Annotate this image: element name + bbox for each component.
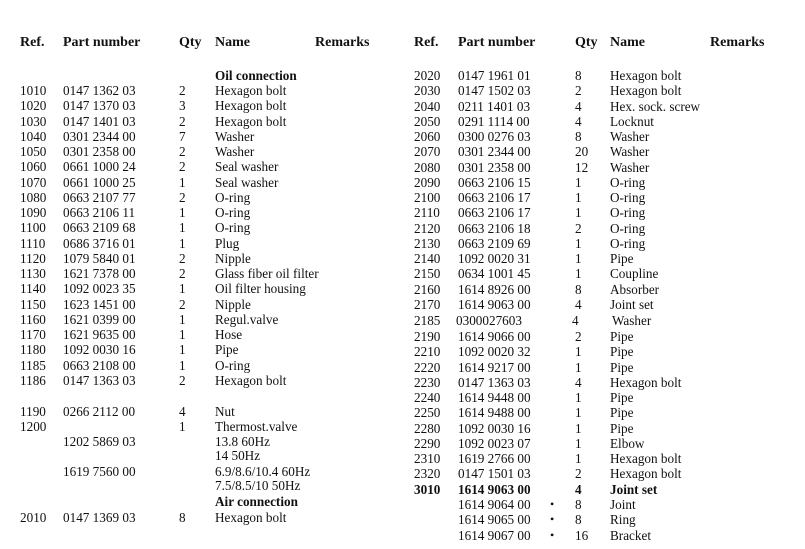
partnumber-cell: 0663 2106 15 — [458, 174, 531, 190]
partnumber-cell: 1079 5840 01 — [63, 250, 136, 266]
name-cell: Plug — [215, 235, 240, 251]
qty-cell: 4 — [575, 296, 582, 312]
name-cell: Pipe — [610, 405, 634, 421]
ref-cell: 2170 — [414, 296, 441, 312]
qty-cell: 1 — [575, 359, 582, 375]
name-cell: Pipe — [610, 251, 634, 266]
partnumber-cell: 1619 7560 00 — [63, 464, 136, 479]
partnumber-cell: 0686 3716 01 — [63, 235, 136, 251]
bullet-marker: • — [550, 497, 555, 511]
name-cell: Hexagon bolt — [610, 83, 682, 99]
name-cell: Joint set — [610, 482, 658, 497]
qty-cell: 3 — [179, 98, 186, 114]
partnumber-cell: 1621 0399 00 — [63, 311, 136, 327]
name-cell: Pipe — [610, 390, 634, 405]
ref-cell: 1020 — [20, 98, 47, 114]
header-name-left: Name — [215, 35, 250, 50]
bullet-marker: • — [550, 527, 555, 542]
partnumber-cell: 1621 9635 00 — [63, 327, 136, 342]
ref-cell: 2310 — [414, 451, 441, 466]
partnumber-cell: 0147 1369 03 — [63, 510, 136, 525]
partnumber-cell: 0147 1362 03 — [63, 83, 136, 98]
name-cell: Absorber — [610, 281, 660, 297]
qty-cell: 2 — [179, 372, 186, 388]
name-cell: Glass fiber oil filter — [215, 266, 319, 281]
ref-cell: 1050 — [20, 144, 47, 159]
qty-cell: 1 — [575, 251, 582, 266]
ref-cell: 1070 — [20, 174, 47, 190]
partnumber-cell: 1614 9065 00 — [458, 512, 531, 528]
name-cell: Pipe — [215, 342, 239, 358]
qty-cell: 2 — [575, 466, 582, 482]
name-cell: Thermost.valve — [215, 419, 298, 434]
partnumber-cell: 0661 1000 24 — [63, 159, 136, 175]
ref-cell: 1180 — [20, 342, 46, 358]
ref-cell: 1090 — [20, 205, 47, 220]
partnumber-cell: 1619 2766 00 — [458, 451, 531, 466]
partnumber-cell: 1614 9217 00 — [458, 359, 531, 375]
partnumber-cell: 0147 1502 03 — [458, 83, 531, 99]
name-cell: Pipe — [610, 359, 634, 375]
ref-cell: 1160 — [20, 311, 46, 327]
partnumber-cell: 0663 2108 00 — [63, 357, 136, 373]
name-cell: Hexagon bolt — [215, 113, 287, 129]
qty-cell: 1 — [575, 190, 582, 205]
section-title-oil-connection: Oil connection — [215, 68, 297, 83]
qty-cell: 2 — [575, 220, 582, 236]
qty-cell: 4 — [572, 313, 579, 328]
name-cell: O-ring — [215, 205, 251, 220]
qty-cell: 1 — [179, 281, 186, 297]
ref-cell: 2060 — [414, 129, 441, 144]
qty-cell: 1 — [179, 327, 186, 342]
ref-cell: 1010 — [20, 83, 47, 98]
qty-cell: 1 — [179, 311, 186, 327]
name-cell: Locknut — [610, 113, 654, 129]
qty-cell: 1 — [575, 420, 582, 436]
name-cell: Joint — [610, 497, 636, 512]
partnumber-cell: 0147 1961 01 — [458, 68, 531, 83]
name-cell: O-ring — [610, 190, 646, 205]
partnumber-cell: 1092 0030 16 — [458, 420, 531, 436]
qty-cell: 2 — [179, 250, 186, 266]
name-cell: Hexagon bolt — [610, 374, 682, 390]
partnumber-cell: 0301 2344 00 — [63, 128, 136, 144]
qty-cell: 1 — [575, 174, 582, 190]
qty-cell: 1 — [575, 451, 582, 466]
ref-cell: 1186 — [20, 372, 46, 388]
qty-cell: 1 — [575, 435, 582, 451]
ref-cell: 2030 — [414, 83, 441, 99]
qty-cell: 1 — [575, 405, 582, 421]
ref-cell: 2250 — [414, 405, 441, 421]
partnumber-cell: 1092 0023 07 — [458, 435, 531, 451]
name-cell: Washer — [612, 313, 652, 328]
qty-cell: 2 — [179, 296, 186, 312]
name-cell: Pipe — [610, 344, 634, 360]
ref-cell: 2150 — [414, 266, 441, 282]
partnumber-cell: 1614 9448 00 — [458, 390, 531, 405]
partnumber-cell: 1092 0023 35 — [63, 281, 136, 297]
qty-cell: 20 — [575, 144, 589, 160]
name-cell: Hexagon bolt — [215, 510, 287, 525]
name-cell: Hexagon bolt — [610, 466, 682, 482]
ref-cell: 1190 — [20, 404, 46, 419]
qty-cell: 4 — [575, 482, 582, 497]
partnumber-cell: 0301 2344 00 — [458, 144, 531, 160]
name-cell: Seal washer — [215, 174, 279, 190]
qty-cell: 1 — [179, 220, 186, 236]
name-cell: Nipple — [215, 296, 251, 312]
partnumber-cell: 1614 9064 00 — [458, 497, 531, 512]
qty-cell: 1 — [179, 419, 186, 434]
ref-cell: 1185 — [20, 357, 46, 373]
name-cell: O-ring — [215, 189, 251, 205]
qty-cell: 2 — [179, 144, 186, 159]
remark-line: 13.8 60Hz — [215, 434, 270, 449]
partnumber-cell: 0301 2358 00 — [458, 159, 531, 175]
name-cell: Pipe — [610, 329, 634, 344]
partnumber-cell: 1092 0020 31 — [458, 251, 531, 266]
partnumber-cell: 0663 2106 17 — [458, 190, 531, 205]
qty-cell: 2 — [179, 113, 186, 129]
qty-cell: 2 — [575, 83, 582, 99]
qty-cell: 2 — [179, 189, 186, 205]
ref-cell: 2190 — [414, 329, 441, 344]
ref-cell: 1100 — [20, 220, 46, 236]
qty-cell: 1 — [179, 235, 186, 251]
qty-cell: 8 — [179, 510, 186, 525]
ref-cell: 2220 — [414, 359, 441, 375]
qty-cell: 4 — [179, 404, 186, 419]
partnumber-cell: 0301 2358 00 — [63, 144, 136, 159]
header-name-right: Name — [610, 35, 645, 50]
name-cell: Ring — [610, 512, 636, 528]
ref-cell: 1140 — [20, 281, 46, 297]
name-cell: Nipple — [215, 250, 251, 266]
remark-line: 7.5/8.5/10 50Hz — [215, 478, 301, 493]
partnumber-cell: 1614 8926 00 — [458, 281, 531, 297]
ref-cell: 1200 — [20, 419, 47, 434]
qty-cell: 2 — [179, 83, 186, 98]
header-ref-left: Ref. — [20, 35, 45, 50]
partnumber-cell: 1614 9066 00 — [458, 329, 531, 344]
ref-cell: 2040 — [414, 98, 441, 114]
qty-cell: 8 — [575, 497, 582, 512]
partnumber-cell: 1614 9067 00 — [458, 527, 531, 543]
name-cell: Hexagon bolt — [215, 372, 287, 388]
partnumber-cell: 0663 2106 17 — [458, 205, 531, 221]
partnumber-cell: 0147 1501 03 — [458, 466, 531, 482]
partnumber-cell: 0147 1401 03 — [63, 113, 136, 129]
ref-cell: 1080 — [20, 189, 47, 205]
partnumber-cell: 1092 0030 16 — [63, 342, 136, 358]
ref-cell: 2160 — [414, 281, 441, 297]
ref-cell: 2050 — [414, 113, 441, 129]
remark-line: 6.9/8.6/10.4 60Hz — [215, 464, 311, 479]
header-remarks-left: Remarks — [315, 35, 370, 50]
partnumber-cell: 0663 2109 68 — [63, 220, 136, 236]
name-cell: Washer — [610, 144, 650, 160]
qty-cell: 1 — [575, 390, 582, 405]
name-cell: O-ring — [610, 220, 646, 236]
ref-cell: 2130 — [414, 235, 441, 251]
name-cell: Hexagon bolt — [215, 83, 287, 98]
ref-cell: 2100 — [414, 190, 441, 205]
ref-cell: 2120 — [414, 220, 441, 236]
ref-cell: 3010 — [414, 482, 441, 497]
partnumber-cell: 0300027603 — [456, 313, 522, 328]
ref-cell: 2320 — [414, 466, 441, 482]
bullet-marker: • — [550, 512, 555, 527]
ref-cell: 2140 — [414, 251, 441, 266]
name-cell: Coupline — [610, 266, 659, 282]
ref-cell: 2240 — [414, 390, 441, 405]
partnumber-cell: 0147 1363 03 — [458, 374, 531, 390]
ref-cell: 1120 — [20, 250, 46, 266]
name-cell: Washer — [610, 159, 650, 175]
partnumber-cell: 0663 2106 18 — [458, 220, 531, 236]
name-cell: Hose — [215, 327, 243, 342]
header-qty-right: Qty — [575, 35, 598, 50]
ref-cell: 1150 — [20, 296, 46, 312]
header-partnumber-right: Part number — [458, 35, 536, 50]
qty-cell: 1 — [575, 235, 582, 251]
ref-cell: 2070 — [414, 144, 441, 160]
qty-cell: 8 — [575, 68, 582, 83]
qty-cell: 1 — [179, 357, 186, 373]
ref-cell: 2010 — [20, 510, 47, 525]
partnumber-cell: 0634 1001 45 — [458, 266, 531, 282]
ref-cell: 2090 — [414, 174, 441, 190]
qty-cell: 2 — [179, 266, 186, 281]
qty-cell: 4 — [575, 374, 582, 390]
partnumber-cell: 1202 5869 03 — [63, 434, 136, 449]
ref-cell: 2020 — [414, 68, 441, 83]
section-title-air-connection: Air connection — [215, 494, 298, 509]
partnumber-cell: 0211 1401 03 — [458, 98, 531, 114]
partnumber-cell: 1621 7378 00 — [63, 266, 136, 281]
qty-cell: 1 — [179, 205, 186, 220]
ref-cell: 1030 — [20, 113, 47, 129]
ref-cell: 1110 — [20, 235, 46, 251]
ref-cell: 1040 — [20, 128, 47, 144]
name-cell: O-ring — [610, 174, 646, 190]
qty-cell: 1 — [575, 205, 582, 221]
partnumber-cell: 1623 1451 00 — [63, 296, 136, 312]
ref-cell: 2230 — [414, 374, 441, 390]
header-ref-right: Ref. — [414, 35, 439, 50]
ref-cell: 1060 — [20, 159, 47, 175]
qty-cell: 1 — [575, 344, 582, 360]
partnumber-cell: 0661 1000 25 — [63, 174, 136, 190]
ref-cell: 2080 — [414, 159, 441, 175]
name-cell: Seal washer — [215, 159, 279, 175]
partnumber-cell: 0300 0276 03 — [458, 129, 531, 144]
name-cell: Washer — [215, 128, 255, 144]
partnumber-cell: 0266 2112 00 — [63, 404, 136, 419]
partnumber-cell: 0147 1363 03 — [63, 372, 136, 388]
ref-cell: 2280 — [414, 420, 441, 436]
name-cell: Regul.valve — [215, 311, 279, 327]
name-cell: Elbow — [610, 435, 645, 451]
qty-cell: 1 — [575, 266, 582, 282]
ref-cell: 2185 — [414, 313, 441, 328]
name-cell: Washer — [610, 129, 650, 144]
qty-cell: 8 — [575, 512, 582, 528]
qty-cell: 2 — [179, 159, 186, 175]
partnumber-cell: 0663 2106 11 — [63, 205, 136, 220]
name-cell: Oil filter housing — [215, 281, 306, 297]
name-cell: Hex. sock. screw — [610, 98, 701, 114]
name-cell: Joint set — [610, 296, 654, 312]
name-cell: Hexagon bolt — [610, 68, 682, 83]
header-remarks-right: Remarks — [710, 35, 765, 50]
ref-cell: 2110 — [414, 205, 440, 221]
partnumber-cell: 0147 1370 03 — [63, 98, 136, 114]
name-cell: Washer — [215, 144, 255, 159]
name-cell: O-ring — [215, 357, 251, 373]
ref-cell: 1170 — [20, 327, 46, 342]
name-cell: Pipe — [610, 420, 634, 436]
name-cell: O-ring — [215, 220, 251, 236]
qty-cell: 8 — [575, 281, 582, 297]
partnumber-cell: 1614 9063 00 — [458, 296, 531, 312]
qty-cell: 8 — [575, 129, 582, 144]
header-qty-left: Qty — [179, 35, 202, 50]
qty-cell: 4 — [575, 113, 582, 129]
header-partnumber-left: Part number — [63, 35, 141, 50]
name-cell: Hexagon bolt — [215, 98, 287, 114]
ref-cell: 2290 — [414, 435, 441, 451]
ref-cell: 1130 — [20, 266, 46, 281]
ref-cell: 2210 — [414, 344, 441, 360]
partnumber-cell: 1614 9488 00 — [458, 405, 531, 421]
partnumber-cell: 0663 2109 69 — [458, 235, 531, 251]
name-cell: Bracket — [610, 527, 652, 543]
qty-cell: 1 — [179, 342, 186, 358]
qty-cell: 4 — [575, 98, 582, 114]
qty-cell: 12 — [575, 159, 589, 175]
partnumber-cell: 0291 1114 00 — [458, 113, 530, 129]
partnumber-cell: 1092 0020 32 — [458, 344, 531, 360]
name-cell: O-ring — [610, 235, 646, 251]
qty-cell: 7 — [179, 128, 186, 144]
remark-line: 14 50Hz — [215, 448, 261, 463]
partnumber-cell: 1614 9063 00 — [458, 482, 531, 497]
name-cell: Nut — [215, 404, 235, 419]
qty-cell: 16 — [575, 527, 589, 543]
qty-cell: 1 — [179, 174, 186, 190]
name-cell: Hexagon bolt — [610, 451, 682, 466]
name-cell: O-ring — [610, 205, 646, 221]
qty-cell: 2 — [575, 329, 582, 344]
partnumber-cell: 0663 2107 77 — [63, 189, 136, 205]
